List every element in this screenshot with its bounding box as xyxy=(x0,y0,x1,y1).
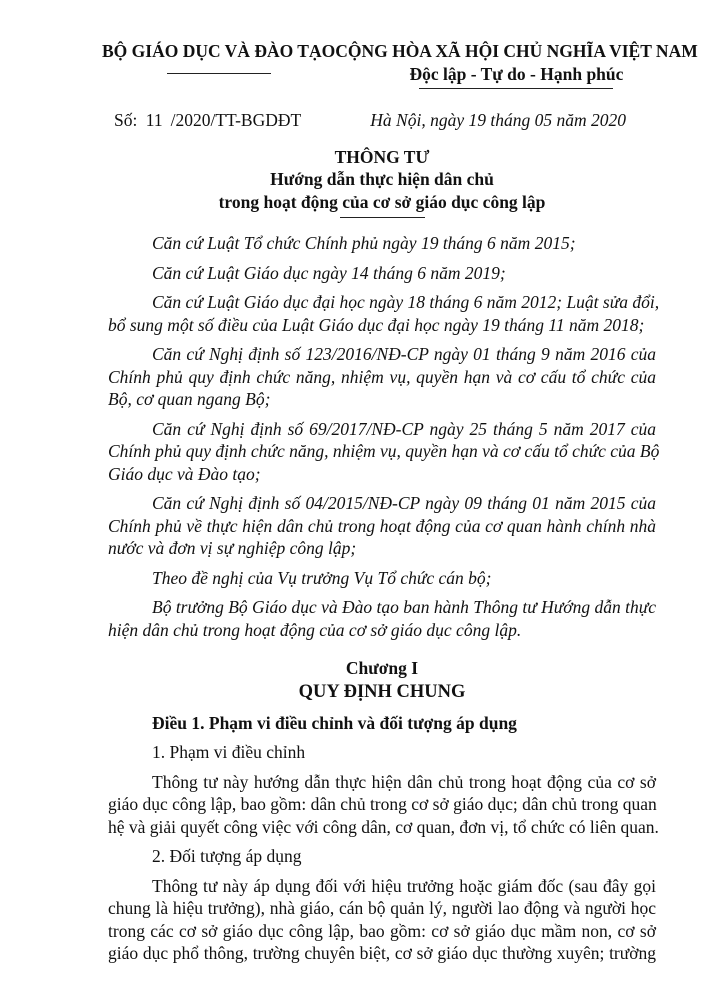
article-para2-line4: giáo dục phổ thông, trường chuyên biệt, cơ sở giáo dục thường xuyên; trường xyxy=(108,943,656,963)
article-sub1: 1. Phạm vi điều chỉnh xyxy=(152,742,306,762)
number-value: 11 xyxy=(145,110,163,130)
document-title-line1: Hướng dẫn thực hiện dân chủ xyxy=(270,169,494,189)
preamble-6-line1: Theo đề nghị của Vụ trưởng Vụ Tổ chức cán bộ; xyxy=(152,567,492,588)
article-sub2: 2. Đối tượng áp dụng xyxy=(152,846,302,866)
title-block xyxy=(108,146,656,219)
preamble-2-line1: Căn cứ Luật Giáo dục đại học ngày 18 tháng 6 năm 2012; Luật sửa đổi, xyxy=(152,292,660,312)
ministry-name: BỘ GIÁO DỤC VÀ ĐÀO TẠO xyxy=(102,41,336,61)
chapter-number: Chương I xyxy=(345,658,419,678)
preamble xyxy=(108,232,660,641)
country-name: CỘNG HÒA XÃ HỘI CHỦ NGHĨA VIỆT NAM xyxy=(335,41,698,61)
preamble-2-line2: bổ sung một số điều của Luật Giáo dục đại học ngày 19 tháng 11 năm 2018; xyxy=(108,314,645,335)
title-rule xyxy=(340,217,425,218)
article-1 xyxy=(108,712,659,965)
document-header xyxy=(102,40,698,89)
preamble-5 xyxy=(108,492,656,560)
preamble-3 xyxy=(108,343,656,411)
article-para1-line1: Thông tư này hướng dẫn thực hiện dân chủ trong hoạt động của cơ sở xyxy=(152,771,656,792)
preamble-3-line3: Bộ, cơ quan ngang Bộ; xyxy=(108,389,271,409)
chapter-title: QUY ĐỊNH CHUNG xyxy=(298,681,466,702)
document-title-line2: trong hoạt động của cơ sở giáo dục công lập xyxy=(218,191,546,212)
article-para2-line1: Thông tư này áp dụng đối với hiệu trưởng hoặc giám đốc (sau đây gọi xyxy=(152,875,656,896)
preamble-6 xyxy=(108,567,656,590)
preamble-5-line1: Căn cứ Nghị định số 04/2015/NĐ-CP ngày 09 tháng 01 năm 2015 của xyxy=(152,493,656,513)
preamble-1 xyxy=(108,262,656,285)
preamble-3-line2: Chính phủ quy định chức năng, nhiệm vụ, quyền hạn và cơ cấu tổ chức của xyxy=(108,366,656,387)
preamble-7-line2: hiện dân chủ trong hoạt động của cơ sở giáo dục công lập. xyxy=(108,619,522,640)
article-para1-line2: giáo dục công lập, bao gồm: dân chủ trong cơ sở giáo dục; dân chủ trong quan xyxy=(108,794,657,814)
motto: Độc lập - Tự do - Hạnh phúc xyxy=(409,63,624,84)
number-date-row xyxy=(108,109,656,132)
motto-rule xyxy=(419,88,613,89)
ministry-rule xyxy=(167,73,271,74)
preamble-4-line3: Giáo dục và Đào tạo; xyxy=(108,463,261,484)
number-prefix: Số: xyxy=(114,110,138,130)
document-number xyxy=(114,109,301,132)
ministry-block xyxy=(102,40,335,89)
article-para2-line3: trong các cơ sở giáo dục công lập, bao gồm: cơ sở giáo dục mầm non, cơ sở xyxy=(108,920,656,941)
preamble-1-line1: Căn cứ Luật Giáo dục ngày 14 tháng 6 năm 2019; xyxy=(152,262,506,283)
preamble-5-line3: nước và đơn vị sự nghiệp công lập; xyxy=(108,538,357,558)
number-suffix: /2020/TT-BGDĐT xyxy=(170,110,302,130)
preamble-2 xyxy=(108,291,660,336)
article-para1-line3: hệ và giải quyết công việc với công dân, cơ quan, đơn vị, tổ chức có liên quan. xyxy=(108,816,659,837)
country-block xyxy=(335,40,698,89)
article-para2-line2: chung là hiệu trưởng), nhà giáo, cán bộ quản lý, người lao động và người học xyxy=(108,898,656,918)
preamble-0-line1: Căn cứ Luật Tổ chức Chính phủ ngày 19 tháng 6 năm 2015; xyxy=(152,233,576,253)
chapter-block xyxy=(108,657,656,705)
document-page xyxy=(102,40,698,965)
preamble-0 xyxy=(108,232,656,255)
article-heading: Điều 1. Phạm vi điều chỉnh và đối tượng áp dụng xyxy=(152,712,517,733)
document-type: THÔNG TƯ xyxy=(334,146,430,167)
article-para1 xyxy=(108,771,659,839)
article-para2 xyxy=(108,875,656,965)
preamble-4-line1: Căn cứ Nghị định số 69/2017/NĐ-CP ngày 25 tháng 5 năm 2017 của xyxy=(152,418,656,439)
preamble-4 xyxy=(108,418,660,486)
preamble-7 xyxy=(108,596,656,641)
preamble-4-line2: Chính phủ quy định chức năng, nhiệm vụ, quyền hạn và cơ cấu tổ chức của Bộ xyxy=(108,441,660,461)
preamble-3-line1: Căn cứ Nghị định số 123/2016/NĐ-CP ngày 01 tháng 9 năm 2016 của xyxy=(152,344,656,364)
place-date: Hà Nội, ngày 19 tháng 05 năm 2020 xyxy=(370,110,626,130)
preamble-5-line2: Chính phủ về thực hiện dân chủ trong hoạt động của cơ quan hành chính nhà xyxy=(108,515,656,536)
preamble-7-line1: Bộ trưởng Bộ Giáo dục và Đào tạo ban hành Thông tư Hướng dẫn thực xyxy=(152,597,657,617)
